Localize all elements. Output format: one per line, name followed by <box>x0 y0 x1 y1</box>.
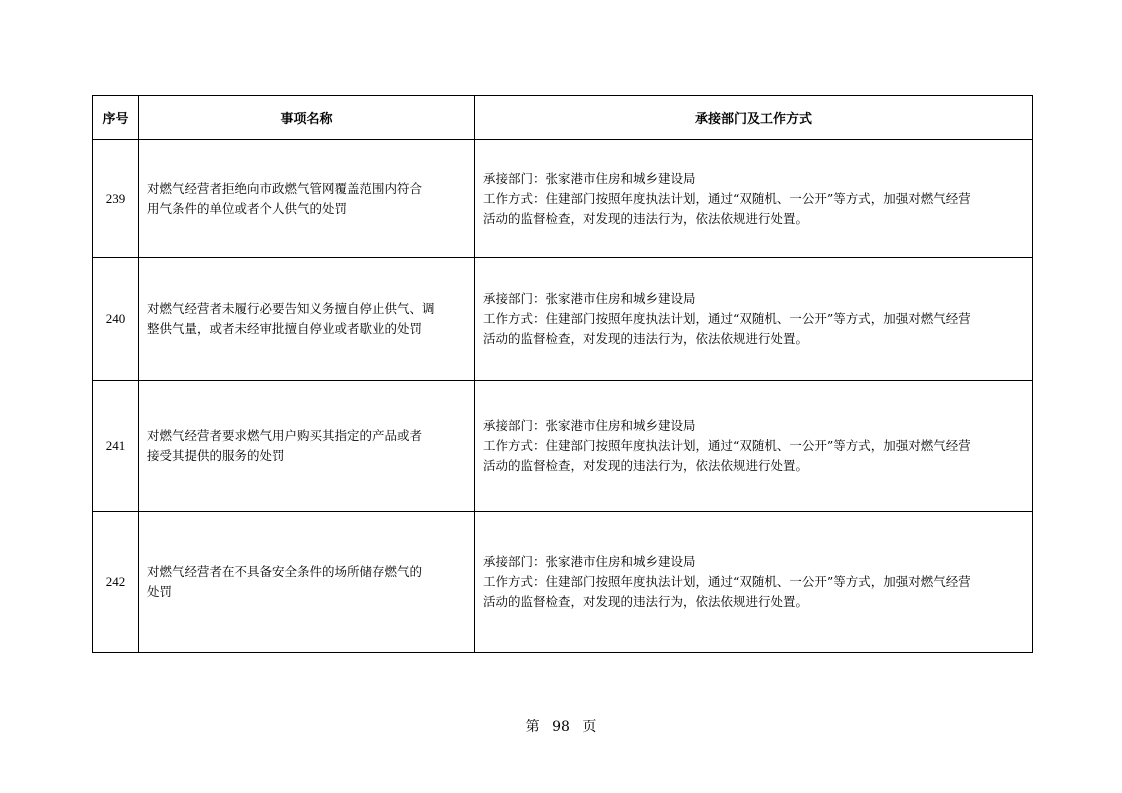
dept-line: 承接部门：张家港市住房和城乡建设局 <box>483 554 696 569</box>
header-name: 事项名称 <box>139 96 475 140</box>
method-line: 工作方式：住建部门按照年度执法计划，通过“双随机、一公开”等方式，加强对燃气经营 <box>483 190 971 206</box>
dept-line: 承接部门：张家港市住房和城乡建设局 <box>483 170 696 186</box>
row-dept-method <box>475 381 1033 512</box>
row-matter-name <box>139 381 475 512</box>
table-row <box>93 512 1033 653</box>
row-seq: 241 <box>93 381 139 512</box>
table-row <box>93 140 1033 258</box>
matter-name-line: 对燃气经营者拒绝向市政燃气管网覆盖范围内符合 <box>147 180 423 196</box>
page-number-footer <box>0 716 1122 736</box>
row-matter-name <box>139 140 475 258</box>
matter-name-line: 接受其提供的服务的处罚 <box>147 448 285 463</box>
method-line: 活动的监督检查，对发现的违法行为，依法依规进行处置。 <box>483 210 809 226</box>
table-header-row <box>93 96 1033 140</box>
method-line: 活动的监督检查，对发现的违法行为，依法依规进行处置。 <box>483 331 809 346</box>
page-number: 98 <box>552 719 570 735</box>
matter-name-line: 处罚 <box>147 584 173 599</box>
row-matter-name <box>139 258 475 381</box>
dept-line: 承接部门：张家港市住房和城乡建设局 <box>483 291 696 306</box>
matter-name-line: 整供气量，或者未经审批擅自停业或者歇业的处罚 <box>147 321 423 336</box>
matter-name-line: 用气条件的单位或者个人供气的处罚 <box>147 200 348 216</box>
matters-table <box>92 95 1033 653</box>
header-seq: 序号 <box>93 96 139 140</box>
row-seq: 240 <box>93 258 139 381</box>
method-line: 活动的监督检查，对发现的违法行为，依法依规进行处置。 <box>483 458 809 473</box>
row-dept-method <box>475 512 1033 653</box>
method-line: 工作方式：住建部门按照年度执法计划，通过“双随机、一公开”等方式，加强对燃气经营 <box>483 438 971 453</box>
dept-line: 承接部门：张家港市住房和城乡建设局 <box>483 418 696 433</box>
method-line: 活动的监督检查，对发现的违法行为，依法依规进行处置。 <box>483 594 809 609</box>
method-line: 工作方式：住建部门按照年度执法计划，通过“双随机、一公开”等方式，加强对燃气经营 <box>483 311 971 326</box>
matter-name-line: 对燃气经营者在不具备安全条件的场所储存燃气的 <box>147 564 423 579</box>
header-dept: 承接部门及工作方式 <box>475 96 1033 140</box>
matter-name-line: 对燃气经营者要求燃气用户购买其指定的产品或者 <box>147 428 423 443</box>
page-prefix: 第 <box>525 719 540 735</box>
row-seq: 239 <box>93 140 139 258</box>
row-matter-name <box>139 512 475 653</box>
row-dept-method <box>475 258 1033 381</box>
row-seq: 242 <box>93 512 139 653</box>
method-line: 工作方式：住建部门按照年度执法计划，通过“双随机、一公开”等方式，加强对燃气经营 <box>483 574 971 589</box>
row-dept-method <box>475 140 1033 258</box>
table-row <box>93 381 1033 512</box>
table-row <box>93 258 1033 381</box>
matter-name-line: 对燃气经营者未履行必要告知义务擅自停止供气、调 <box>147 301 435 316</box>
page-suffix: 页 <box>582 719 597 735</box>
